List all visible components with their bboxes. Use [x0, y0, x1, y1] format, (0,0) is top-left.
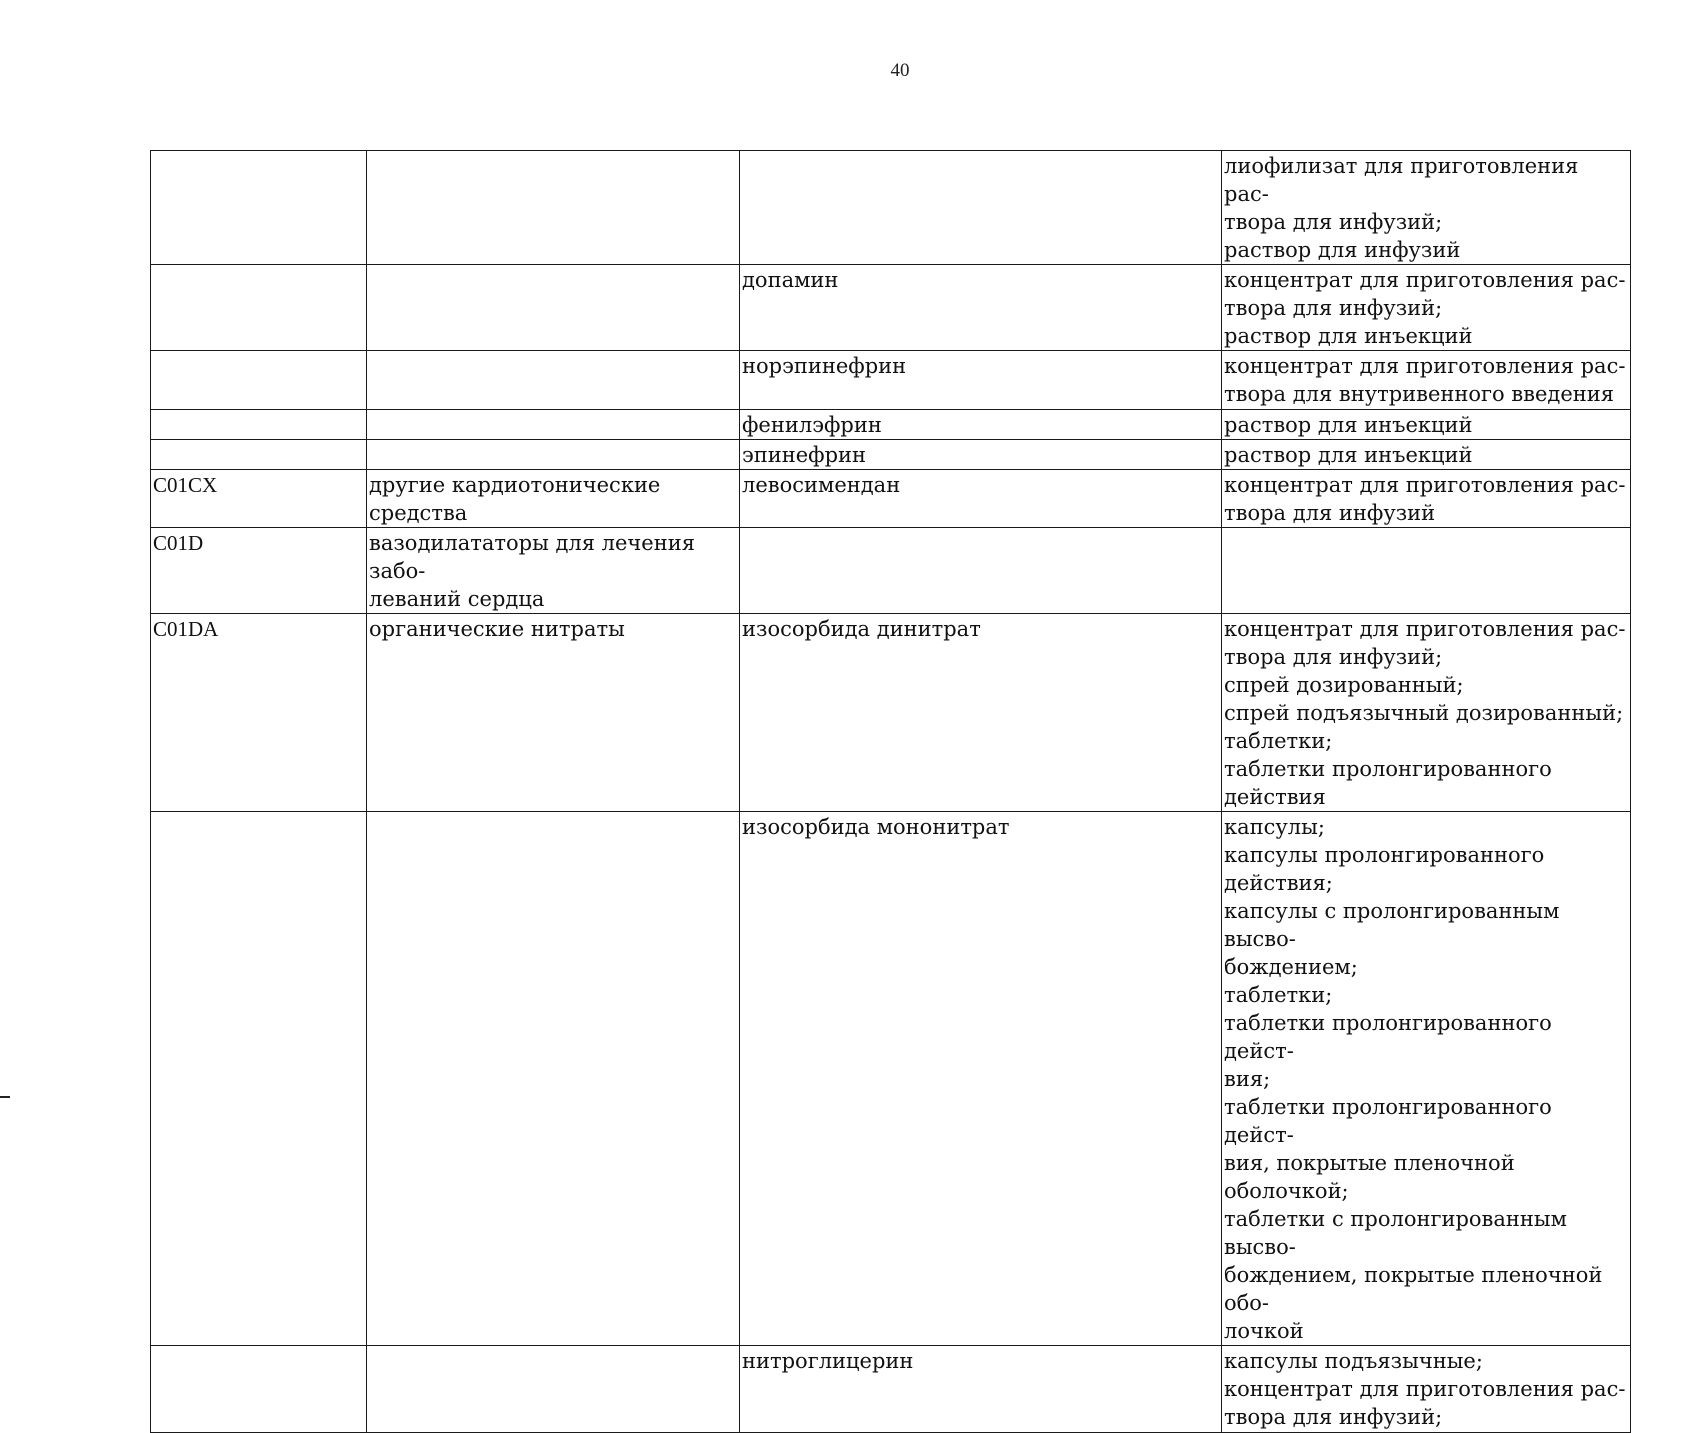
atc-code-cell — [151, 151, 367, 265]
table-row — [151, 1346, 1631, 1433]
group-name-cell: другие кардиотонические средства — [367, 470, 740, 528]
atc-code-cell — [151, 812, 367, 1346]
margin-mark — [0, 1096, 10, 1098]
dosage-forms-cell: концентрат для приготовления рас- твора для инфузий — [1222, 470, 1631, 528]
atc-code-cell — [151, 410, 367, 440]
group-name-cell — [367, 265, 740, 351]
substance-cell: изосорбида мононитрат — [740, 812, 1222, 1346]
dosage-forms-cell: концентрат для приготовления рас- твора для инфузий; спрей дозированный; спрей подъязычный дозированный; таблетки; таблетки пролонгированного действия — [1222, 614, 1631, 812]
substance-cell — [740, 151, 1222, 265]
substance-cell: эпинефрин — [740, 440, 1222, 470]
atc-code-cell — [151, 265, 367, 351]
dosage-forms-cell: лиофилизат для приготовления рас- твора для инфузий; раствор для инфузий — [1222, 151, 1631, 265]
dosage-forms-cell: концентрат для приготовления рас- твора для инфузий; раствор для инъекций — [1222, 265, 1631, 351]
table-row — [151, 265, 1631, 351]
dosage-forms-cell — [1222, 528, 1631, 614]
substance-cell: фенилэфрин — [740, 410, 1222, 440]
table-row — [151, 351, 1631, 410]
atc-code-cell — [151, 1346, 367, 1433]
atc-code-cell — [151, 440, 367, 470]
group-name-cell — [367, 410, 740, 440]
dosage-forms-cell: раствор для инъекций — [1222, 410, 1631, 440]
group-name-cell: органические нитраты — [367, 614, 740, 812]
atc-code-cell: C01CX — [151, 470, 367, 528]
substance-cell: норэпинефрин — [740, 351, 1222, 410]
group-name-cell — [367, 440, 740, 470]
drug-table — [150, 150, 1631, 1433]
group-name-cell: вазодилататоры для лечения забо- леваний сердца — [367, 528, 740, 614]
substance-cell: изосорбида динитрат — [740, 614, 1222, 812]
substance-cell: допамин — [740, 265, 1222, 351]
group-name-cell — [367, 351, 740, 410]
dosage-forms-cell: раствор для инъекций — [1222, 440, 1631, 470]
table-row — [151, 410, 1631, 440]
group-name-cell — [367, 1346, 740, 1433]
table-row — [151, 470, 1631, 528]
page-number: 40 — [890, 60, 910, 81]
dosage-forms-cell: капсулы; капсулы пролонгированного действия; капсулы с пролонгированным высво- бождением; таблетки; таблетки пролонгированного дейст- вия; таблетки пролонгированного дейст- вия, покрытые пленочной оболочкой; таблетки с пролонгированным высво- бождением, покрытые пленочной обо- лочкой — [1222, 812, 1631, 1346]
substance-cell: нитроглицерин — [740, 1346, 1222, 1433]
group-name-cell — [367, 812, 740, 1346]
table-row — [151, 151, 1631, 265]
dosage-forms-cell: капсулы подъязычные; концентрат для приготовления рас- твора для инфузий; — [1222, 1346, 1631, 1433]
table-body — [151, 151, 1631, 1433]
group-name-cell — [367, 151, 740, 265]
table-row — [151, 614, 1631, 812]
atc-code-cell — [151, 351, 367, 410]
table-row — [151, 528, 1631, 614]
table-row — [151, 440, 1631, 470]
substance-cell — [740, 528, 1222, 614]
substance-cell: левосимендан — [740, 470, 1222, 528]
dosage-forms-cell: концентрат для приготовления рас- твора для внутривенного введения — [1222, 351, 1631, 410]
atc-code-cell: C01D — [151, 528, 367, 614]
atc-code-cell: C01DA — [151, 614, 367, 812]
table-row — [151, 812, 1631, 1346]
